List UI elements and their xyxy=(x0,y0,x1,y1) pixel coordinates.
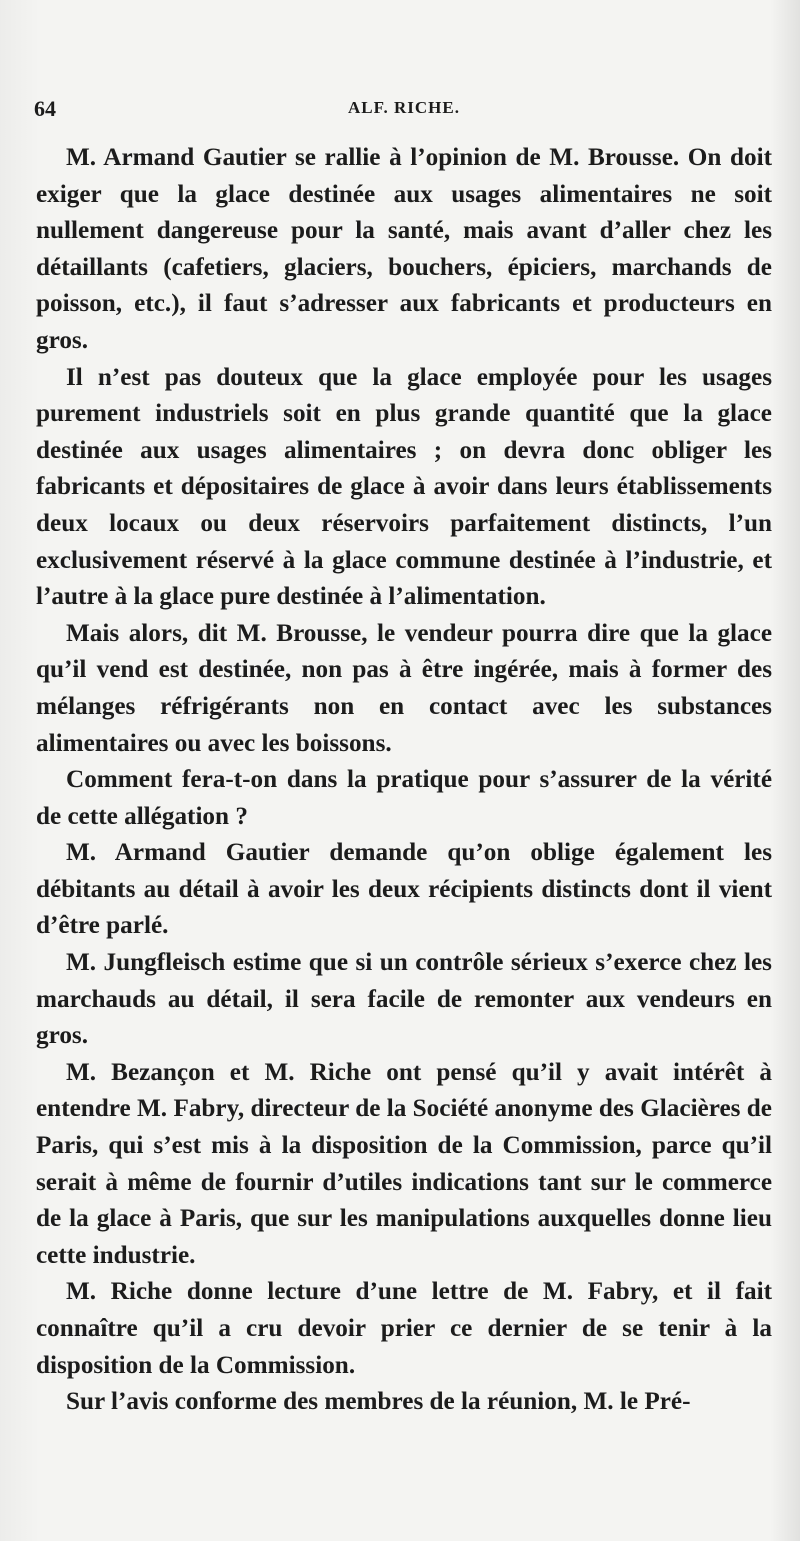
paragraph: M. Armand Gautier se rallie à l’opinion de M. Brousse. On doit exiger que la glace destinée aux usages alimentaires ne soit nullement dangereuse pour la santé, mais avant d’aller chez les détaillants (cafetiers, glaciers, bouchers, épiciers, marchands de poisson, etc.), il faut s’adresser aux fabricants et producteurs en gros. xyxy=(36,144,772,354)
body-text xyxy=(36,140,772,1421)
page-number: 64 xyxy=(34,96,56,121)
paragraph: M. Armand Gautier demande qu’on oblige également les débitants au détail à avoir les deux récipients distincts dont il vient d’être parlé. xyxy=(36,839,772,940)
paragraph: Comment fera-t-on dans la pratique pour s’assurer de la vérité de cette allégation ? xyxy=(36,766,772,830)
running-head: ALF. RICHE. xyxy=(348,98,460,117)
paragraph: Sur l’avis conforme des membres de la réunion, M. le Pré- xyxy=(66,1388,691,1416)
paragraph: Mais alors, dit M. Brousse, le vendeur pourra dire que la glace qu’il vend est destinée, non pas à être ingérée, mais à former des mélanges réfrigérants non en contact avec les substances alimentaires ou avec les boissons. xyxy=(36,619,772,757)
paragraph: Il n’est pas douteux que la glace employée pour les usages purement industriels soit en plus grande quantité que la glace destinée aux usages alimentaires ; on devra donc obliger les fabricants et dépositaires de glace à avoir dans leurs établissements deux locaux ou deux réservoirs parfaitement distincts, l’un exclusivement réservé à la glace commune destinée à l’industrie, et l’autre à la glace pure destinée à l’alimentation. xyxy=(36,363,772,611)
page-header xyxy=(34,96,774,126)
paragraph: M. Riche donne lecture d’une lettre de M. Fabry, et il fait connaître qu’il a cru devoir prier ce dernier de se tenir à la disposition de la Commission. xyxy=(36,1278,772,1379)
paragraph: M. Jungfleisch estime que si un contrôle sérieux s’exerce chez les marchauds au détail, il sera facile de remonter aux vendeurs en gros. xyxy=(36,949,772,1050)
paragraph: M. Bezançon et M. Riche ont pensé qu’il y avait intérêt à entendre M. Fabry, directeur de la Société anonyme des Glacières de Paris, qui s’est mis à la disposition de la Commission, parce qu’il serait à même de fournir d’utiles indications tant sur le commerce de la glace à Paris, que sur les manipulations auxquelles donne lieu cette industrie. xyxy=(36,1058,772,1269)
